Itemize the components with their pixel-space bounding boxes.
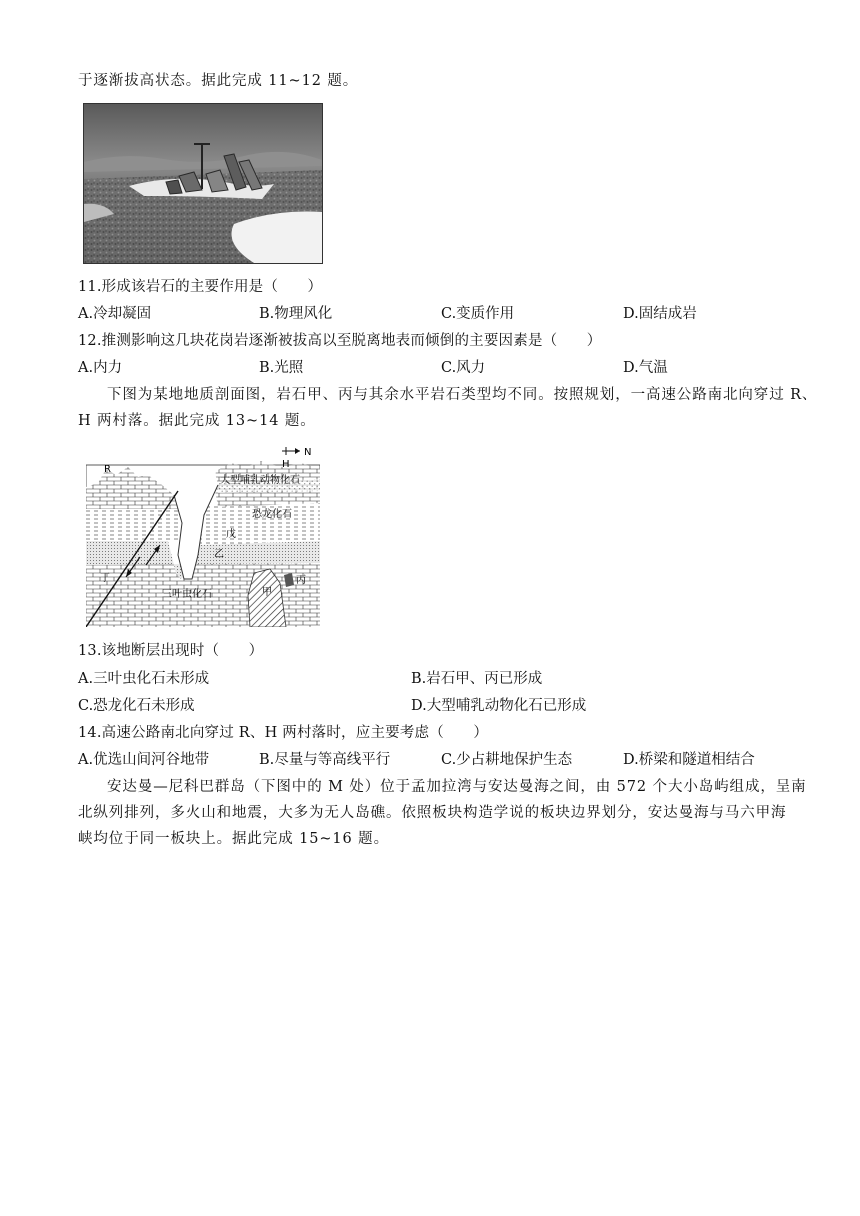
q12-option-d: D.气温	[623, 360, 668, 376]
wu-label: 戊	[226, 529, 236, 540]
trilobite-fossil-label: 三叶虫化石	[162, 589, 212, 600]
intro-text: 于逐渐拔高状态。据此完成 11~12 题。	[78, 73, 359, 89]
q11-option-a: A.冷却凝固	[78, 306, 152, 322]
q11-option-c: C.变质作用	[441, 306, 515, 322]
yi-label: 乙	[214, 549, 224, 560]
q11-option-b: B.物理风化	[259, 306, 333, 322]
q13-option-c: C.恐龙化石未形成	[78, 698, 195, 714]
village-h-label: H	[282, 459, 290, 470]
q12-option-a: A.内力	[78, 360, 123, 376]
q13-option-d: D.大型哺乳动物化石已形成	[411, 698, 587, 714]
para3-line2: 北纵列排列，多火山和地震，大多为无人岛礁。依照板块构造学说的板块边界划分，安达曼海与马六甲海	[78, 805, 787, 821]
ding-label: 丁	[100, 573, 110, 584]
q11-option-d: D.固结成岩	[623, 306, 697, 322]
q12-option-c: C.风力	[441, 360, 486, 376]
q13-option-b: B.岩石甲、丙已形成	[411, 671, 543, 687]
north-label: N	[304, 447, 312, 458]
para3-line3: 峡均位于同一板块上。据此完成 15~16 题。	[78, 831, 389, 847]
q14-stem: 14.高速公路南北向穿过 R、H 两村落时，应主要考虑（ ）	[78, 725, 489, 741]
q14-option-b: B.尽量与等高线平行	[259, 752, 391, 768]
q13-option-a: A.三叶虫化石未形成	[78, 671, 210, 687]
geologic-section-svg	[86, 445, 320, 627]
q12-option-b: B.光照	[259, 360, 304, 376]
q14-option-c: C.少占耕地保护生态	[441, 752, 573, 768]
dinosaur-fossil-label: 恐龙化石	[252, 509, 292, 520]
q14-option-a: A.优选山间河谷地带	[78, 752, 210, 768]
mammal-fossil-label: 大型哺乳动物化石	[220, 475, 300, 486]
village-r-label: R	[104, 464, 111, 475]
q12-stem: 12.推测影响这几块花岗岩逐渐被拔高以至脱离地表而倾倒的主要因素是（ ）	[78, 333, 602, 349]
bing-label: 丙	[296, 575, 306, 586]
para3-line1: 安达曼—尼科巴群岛（下图中的 M 处）位于孟加拉湾与安达曼海之间，由 572 个大小岛屿组成，呈南	[107, 779, 807, 795]
para2-line2: H 两村落。据此完成 13~14 题。	[78, 413, 316, 429]
granite-photo-image	[84, 104, 322, 263]
q14-option-d: D.桥梁和隧道相结合	[623, 752, 755, 768]
q11-stem: 11.形成该岩石的主要作用是（ ）	[78, 279, 323, 295]
q13-stem: 13.该地断层出现时（ ）	[78, 643, 264, 659]
para2-line1: 下图为某地地质剖面图，岩石甲、丙与其余水平岩石类型均不同。按照规划，一高速公路南北向穿过 R、	[107, 387, 818, 403]
jia-label: 甲	[262, 587, 272, 598]
geologic-section-figure	[86, 445, 320, 627]
granite-photo	[83, 103, 323, 264]
